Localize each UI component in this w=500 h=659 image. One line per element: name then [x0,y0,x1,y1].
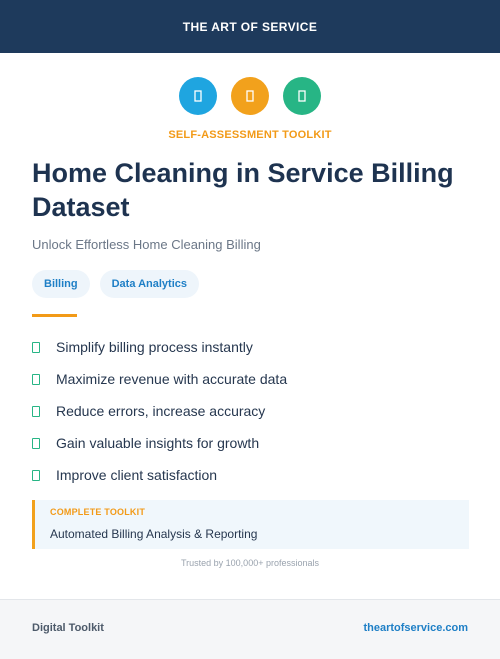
list-item [32,363,287,395]
checkbox-icon [32,374,40,385]
icon-row [0,77,500,115]
tag-billing[interactable]: Billing [32,270,90,298]
list-item [32,459,287,491]
page-title: Home Cleaning in Service Billing Dataset [32,158,454,222]
top-banner [0,0,500,53]
page-subtitle: Unlock Effortless Home Cleaning Billing [32,237,261,252]
footer-label: Digital Toolkit [32,622,104,634]
feature-text: Maximize revenue with accurate data [56,371,288,387]
document-icon [283,77,321,115]
toolkit-callout [32,500,469,549]
feature-text: Simplify billing process instantly [56,339,253,355]
accent-divider [32,314,77,317]
toolkit-label: COMPLETE TOOLKIT [50,507,146,517]
feature-list [32,331,287,491]
list-item [32,395,287,427]
checkbox-icon [32,470,40,481]
feature-text: Reduce errors, increase accuracy [56,403,266,419]
document-icon [231,77,269,115]
kicker-label: SELF-ASSESSMENT TOOLKIT [168,129,332,141]
toolkit-description: Automated Billing Analysis & Reporting [50,527,258,541]
list-item [32,427,287,459]
tag-list [32,270,199,298]
website-link[interactable]: theartofservice.com [363,622,468,634]
checkbox-icon [32,406,40,417]
feature-text: Improve client satisfaction [56,467,218,483]
brand-name: THE ART OF SERVICE [182,19,318,34]
tag-data-analytics[interactable]: Data Analytics [100,270,199,298]
trusted-note: Trusted by 100,000+ professionals [180,558,319,568]
footer [0,599,500,659]
document-icon [179,77,217,115]
checkbox-icon [32,342,40,353]
checkbox-icon [32,438,40,449]
feature-text: Gain valuable insights for growth [56,435,260,451]
list-item [32,331,287,363]
